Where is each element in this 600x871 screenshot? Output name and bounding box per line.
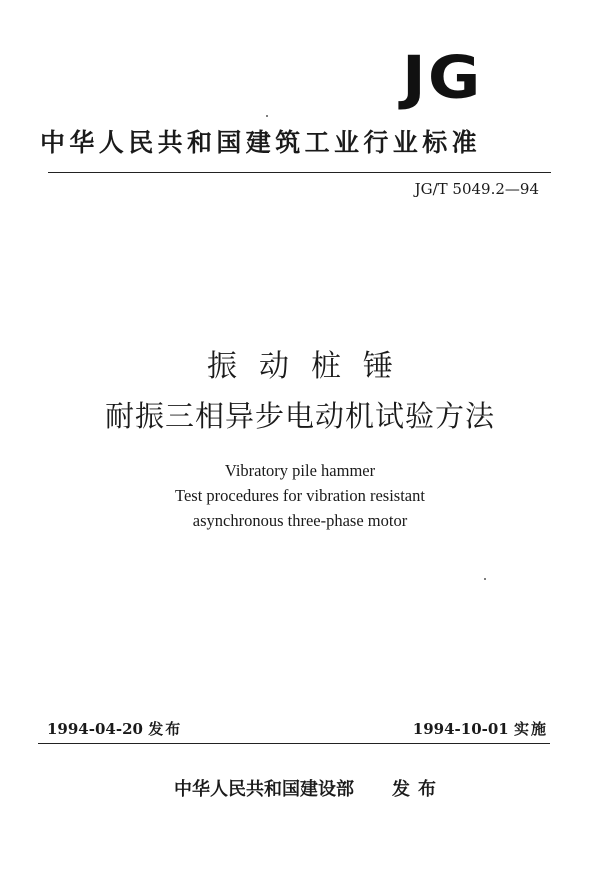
title-en-line3: asynchronous three-phase motor <box>192 511 408 530</box>
title-en-line1: Vibratory pile hammer <box>224 461 376 480</box>
title-en-line2: Test procedures for vibration resistant <box>175 486 425 505</box>
issuer-action: 发布 <box>392 779 444 800</box>
issue-label: 发布 <box>148 720 183 738</box>
standard-number: JG/T 5049.2—94 <box>414 180 539 198</box>
implementation-label: 实施 <box>513 720 548 738</box>
issue-date: 1994-04-20 <box>47 720 143 738</box>
bottom-divider <box>38 743 550 744</box>
implementation-date-line <box>413 718 548 739</box>
title-cn-line2: 耐振三相异步电动机试验方法 <box>104 399 495 433</box>
top-divider <box>48 172 551 173</box>
scan-speck <box>484 578 486 580</box>
scan-speck <box>266 115 268 117</box>
jg-logo: JG <box>402 43 483 113</box>
issuer-line <box>174 775 444 801</box>
implementation-date: 1994-10-01 <box>412 720 509 738</box>
title-cn-line1: 振动桩锤 <box>207 349 415 384</box>
standard-category-heading: 中华人民共和国建筑工业行业标准 <box>40 128 482 157</box>
issue-date-line <box>47 718 182 739</box>
title-en <box>0 458 600 533</box>
issuer-name: 中华人民共和国建设部 <box>174 779 354 800</box>
